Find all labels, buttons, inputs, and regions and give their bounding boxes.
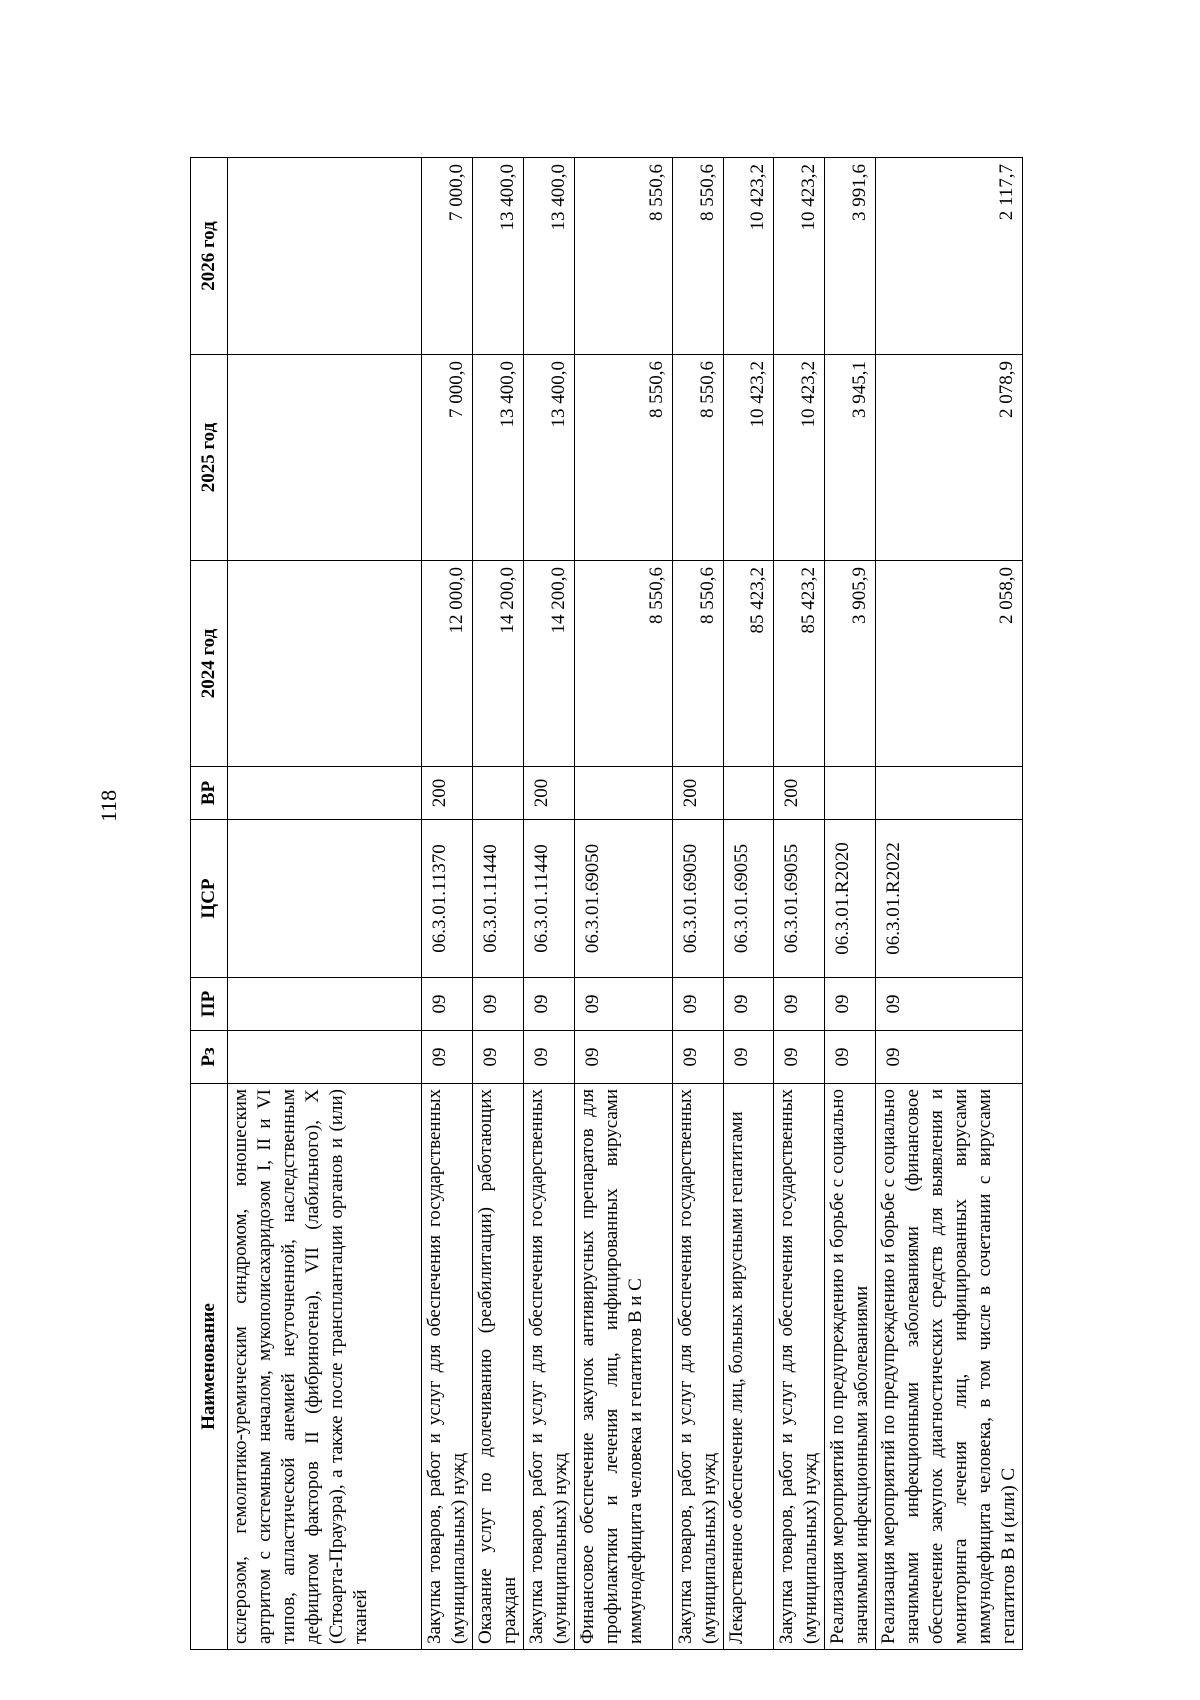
row-2025: 3 945,1 [825, 355, 876, 561]
row-name: Реализация мероприятий по предупреждению и борьбе с социально значимыми инфекционными заболеваниями (финансовое обеспечение закупок диагностических средств для выявления и мониторинга лечения лиц, инфицированных вирусами иммунодефицита человека, в том числе в сочетании с вирусами гепатитов B и (или) C [876, 1084, 1023, 1650]
row-csr: 06.3.01.R2022 [876, 820, 1023, 978]
table-row [473, 158, 524, 1650]
row-2026: 10 423,2 [774, 158, 825, 355]
row-rz: 09 [524, 1031, 575, 1084]
row-2026: 13 400,0 [524, 158, 575, 355]
row-rz: 09 [724, 1031, 774, 1084]
row-2026: 8 550,6 [575, 158, 673, 355]
row-2025: 10 423,2 [724, 355, 774, 561]
row-vr: 200 [422, 767, 473, 820]
row-pr: 09 [876, 978, 1023, 1031]
row-pr: 09 [524, 978, 575, 1031]
row-2025: 2 078,9 [876, 355, 1023, 561]
table-row [774, 158, 825, 1650]
page-number: 118 [96, 789, 121, 822]
row-name: Закупка товаров, работ и услуг для обеспечения государственных (муниципальных) нужд [524, 1084, 575, 1650]
header-csr: ЦСР [191, 820, 228, 978]
row-2024: 8 550,6 [575, 561, 673, 767]
row-rz: 09 [774, 1031, 825, 1084]
row-pr [228, 978, 422, 1031]
budget-table [190, 157, 1023, 1650]
header-2026: 2026 год [191, 158, 228, 355]
row-vr [876, 767, 1023, 820]
row-2026: 2 117,7 [876, 158, 1023, 355]
header-2024: 2024 год [191, 561, 228, 767]
row-name: Закупка товаров, работ и услуг для обеспечения государственных (муниципальных) нужд [422, 1084, 473, 1650]
row-2024: 8 550,6 [673, 561, 724, 767]
row-2024: 3 905,9 [825, 561, 876, 767]
row-vr [724, 767, 774, 820]
table-row [422, 158, 473, 1650]
header-row [191, 158, 228, 1650]
row-name: Оказание услуг по долечиванию (реабилитации) работающих граждан [473, 1084, 524, 1650]
row-csr: 06.3.01.69055 [774, 820, 825, 978]
row-rz: 09 [473, 1031, 524, 1084]
row-csr: 06.3.01.69055 [724, 820, 774, 978]
row-2024: 85 423,2 [724, 561, 774, 767]
row-2025 [228, 355, 422, 561]
row-pr: 09 [724, 978, 774, 1031]
budget-table-container [190, 158, 1019, 1650]
row-csr: 06.3.01.R2020 [825, 820, 876, 978]
row-name: Закупка товаров, работ и услуг для обеспечения государственных (муниципальных) нужд [673, 1084, 724, 1650]
row-rz: 09 [673, 1031, 724, 1084]
row-vr [825, 767, 876, 820]
row-2026: 10 423,2 [724, 158, 774, 355]
row-2026 [228, 158, 422, 355]
table-row [524, 158, 575, 1650]
row-2025: 13 400,0 [524, 355, 575, 561]
row-name: Закупка товаров, работ и услуг для обеспечения государственных (муниципальных) нужд [774, 1084, 825, 1650]
row-2025: 8 550,6 [575, 355, 673, 561]
table-row [876, 158, 1023, 1650]
row-2025: 10 423,2 [774, 355, 825, 561]
row-csr: 06.3.01.11370 [422, 820, 473, 978]
row-vr [228, 767, 422, 820]
row-2026: 7 000,0 [422, 158, 473, 355]
row-vr: 200 [524, 767, 575, 820]
row-vr: 200 [774, 767, 825, 820]
row-csr [228, 820, 422, 978]
row-2024: 85 423,2 [774, 561, 825, 767]
row-2024 [228, 561, 422, 767]
row-2024: 2 058,0 [876, 561, 1023, 767]
row-2026: 3 991,6 [825, 158, 876, 355]
row-name: Реализация мероприятий по предупреждению и борьбе с социально значимыми инфекционными заболеваниями [825, 1084, 876, 1650]
row-csr: 06.3.01.69050 [575, 820, 673, 978]
header-pr: ПР [191, 978, 228, 1031]
row-pr: 09 [422, 978, 473, 1031]
row-vr [575, 767, 673, 820]
row-2026: 13 400,0 [473, 158, 524, 355]
row-csr: 06.3.01.11440 [473, 820, 524, 978]
row-pr: 09 [473, 978, 524, 1031]
row-2025: 7 000,0 [422, 355, 473, 561]
row-vr [473, 767, 524, 820]
row-2026: 8 550,6 [673, 158, 724, 355]
row-name: Лекарственное обеспечение лиц, больных вирусными гепатитами [724, 1084, 774, 1650]
row-rz [228, 1031, 422, 1084]
row-csr: 06.3.01.69050 [673, 820, 724, 978]
row-2024: 12 000,0 [422, 561, 473, 767]
header-2025: 2025 год [191, 355, 228, 561]
row-rz: 09 [422, 1031, 473, 1084]
row-2024: 14 200,0 [524, 561, 575, 767]
row-rz: 09 [575, 1031, 673, 1084]
row-pr: 09 [825, 978, 876, 1031]
row-pr: 09 [673, 978, 724, 1031]
table-row [825, 158, 876, 1650]
table-row [724, 158, 774, 1650]
header-rz: Рз [191, 1031, 228, 1084]
row-rz: 09 [825, 1031, 876, 1084]
header-name: Наименование [191, 1084, 228, 1650]
header-vr: ВР [191, 767, 228, 820]
row-2025: 8 550,6 [673, 355, 724, 561]
row-pr: 09 [774, 978, 825, 1031]
row-csr: 06.3.01.11440 [524, 820, 575, 978]
row-pr: 09 [575, 978, 673, 1031]
row-2024: 14 200,0 [473, 561, 524, 767]
row-rz: 09 [876, 1031, 1023, 1084]
row-name: склерозом, гемолитико-уремическим синдромом, юношеским артритом с системным началом, мукополисахаридозом I, II и VI типов, апластической анемией неуточненной, наследственным дефицитом факторов II (фибриногена), VII (лабильного), X (Стюарта-Прауэра), а также после трансплантации органов и (или) тканей [228, 1084, 422, 1650]
table-row [228, 158, 422, 1650]
table-row [673, 158, 724, 1650]
row-vr: 200 [673, 767, 724, 820]
table-row [575, 158, 673, 1650]
row-name: Финансовое обеспечение закупок антивирусных препаратов для профилактики и лечения лиц, инфицированных вирусами иммунодефицита человека и гепатитов B и C [575, 1084, 673, 1650]
row-2025: 13 400,0 [473, 355, 524, 561]
